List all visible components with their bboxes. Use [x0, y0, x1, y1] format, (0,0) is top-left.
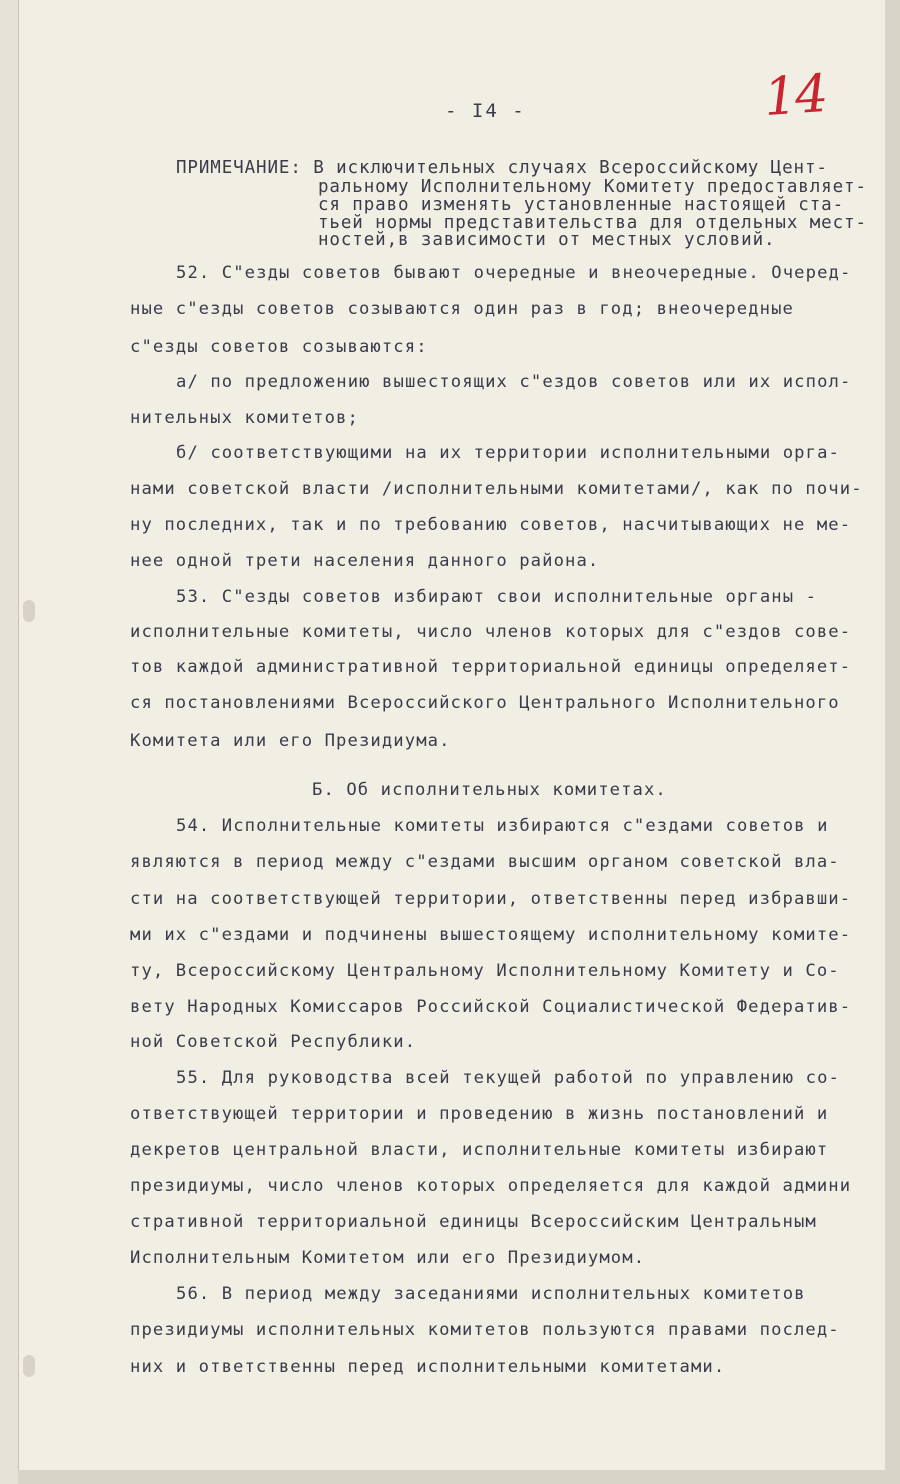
note-line: ральному Исполнительному Комитету предоставляет-: [318, 177, 867, 197]
section-heading: Б. Об исполнительных комитетах.: [312, 780, 667, 800]
text-line: с"езды советов созываются:: [130, 337, 428, 357]
binder-hole: [23, 1355, 35, 1377]
text-line: нами советской власти /исполнительными комитетами/, как по почи-: [130, 479, 863, 499]
text-line: 56. В период между заседаниями исполнительных комитетов: [176, 1284, 806, 1304]
text-line: декретов центральной власти, исполнительные комитеты избирают: [130, 1140, 829, 1160]
text-line: ми их с"ездами и подчинены вышестоящему исполнительному комите-: [130, 925, 852, 945]
note-line: ся право изменять установленные настоящей ста-: [318, 195, 845, 215]
text-line: 53. С"езды советов избирают свои исполнительные органы -: [176, 587, 818, 607]
text-line: ту, Всероссийскому Центральному Исполнительному Комитету и Со-: [130, 961, 840, 981]
text-line: президиумы, число членов которых определяется для каждой админи: [130, 1176, 852, 1196]
text-line: сти на соответствующей территории, ответственны перед избравши-: [130, 889, 852, 909]
text-line: являются в период между с"ездами высшим органом советской вла-: [130, 852, 840, 872]
text-line: Исполнительным Комитетом или его Президиумом.: [130, 1248, 646, 1268]
page-number: - I4 -: [445, 100, 526, 122]
text-line: 54. Исполнительные комитеты избираются с"ездами советов и: [176, 816, 829, 836]
text-line: ну последних, так и по требованию советов, насчитывающих не ме-: [130, 515, 852, 535]
text-line: стративной территориальной единицы Всероссийским Центральным: [130, 1212, 817, 1232]
text-line: нее одной трети населения данного района.: [130, 551, 600, 571]
text-line: тов каждой административной территориальной единицы определяет-: [130, 657, 852, 677]
note-line: тьей нормы представительства для отдельных мест-: [318, 213, 867, 233]
text-line: 55. Для руководства всей текущей работой по управлению со-: [176, 1068, 840, 1088]
text-line: вету Народных Комиссаров Российской Социалистической Федератив-: [130, 997, 852, 1017]
text-line: ответствующей территории и проведению в жизнь постановлений и: [130, 1104, 829, 1124]
handwritten-folio-number: 14: [761, 63, 829, 129]
page-edge-strip: [0, 0, 18, 1484]
text-line: нительных комитетов;: [130, 408, 359, 428]
text-line: них и ответственны перед исполнительными комитетами.: [130, 1357, 726, 1377]
text-line: президиумы исполнительных комитетов пользуются правами послед-: [130, 1320, 840, 1340]
text-line: ные с"езды советов созываются один раз в год; внеочередные: [130, 299, 794, 319]
text-line: Комитета или его Президиума.: [130, 731, 451, 751]
text-line: 52. С"езды советов бывают очередные и внеочередные. Очеред-: [176, 263, 852, 283]
binder-hole: [23, 600, 35, 622]
note-line: ностей,в зависимости от местных условий.: [318, 230, 776, 250]
note-line: ПРИМЕЧАНИЕ: В исключительных случаях Всероссийскому Цент-: [176, 158, 828, 178]
text-line: б/ соответствующими на их территории исполнительными орга-: [176, 443, 840, 463]
text-line: ной Советской Республики.: [130, 1032, 417, 1052]
text-line: исполнительные комитеты, число членов которых для с"ездов сове-: [130, 622, 852, 642]
text-line: а/ по предложению вышестоящих с"ездов советов или их испол-: [176, 372, 852, 392]
text-line: ся постановлениями Всероссийского Центрального Исполнительного: [130, 693, 840, 713]
